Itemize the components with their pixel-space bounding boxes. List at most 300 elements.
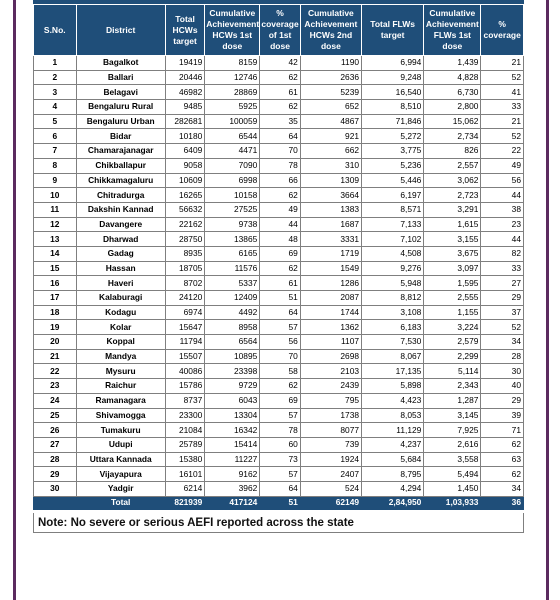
cell-flw-target: 5,446 — [362, 173, 424, 188]
cell-district: Haveri — [76, 276, 165, 291]
cell-flw-target: 7,530 — [362, 335, 424, 350]
cell-hcw-target: 15647 — [165, 320, 204, 335]
cell-hcw-2nd-dose: 739 — [300, 437, 361, 452]
total-row — [34, 496, 524, 509]
table-row — [34, 467, 524, 482]
cell-flw-coverage: 44 — [481, 232, 524, 247]
cell-flw-coverage: 28 — [481, 349, 524, 364]
cell-hcw-coverage: 78 — [260, 423, 300, 438]
cell-hcw-coverage: 64 — [260, 305, 300, 320]
cell-flw-coverage: 33 — [481, 261, 524, 276]
cell-flw-target: 5,948 — [362, 276, 424, 291]
cell-hcw-2nd-dose: 3331 — [300, 232, 361, 247]
cell-flw-1st-dose: 2,723 — [424, 188, 481, 203]
cell-flw-1st-dose: 3,291 — [424, 202, 481, 217]
cell-flw-coverage: 62 — [481, 467, 524, 482]
table-row — [34, 129, 524, 144]
cell-hcw-target: 25789 — [165, 437, 204, 452]
cell-hcw-target: 282681 — [165, 114, 204, 129]
cell-hcw-2nd-dose: 3664 — [300, 188, 361, 203]
cell-flw-coverage: 37 — [481, 305, 524, 320]
cell-flw-target: 4,294 — [362, 481, 424, 496]
cell-hcw-target: 20446 — [165, 70, 204, 85]
cell-sno: 3 — [34, 85, 77, 100]
cell-sno: 25 — [34, 408, 77, 423]
table-row — [34, 144, 524, 159]
cell-flw-coverage: 41 — [481, 85, 524, 100]
table-row — [34, 291, 524, 306]
cell-flw-target: 8,067 — [362, 349, 424, 364]
cell-district: Shivamogga — [76, 408, 165, 423]
cell-flw-1st-dose: 2,555 — [424, 291, 481, 306]
table-header-row — [34, 5, 524, 56]
cell-hcw-1st-dose: 5925 — [205, 100, 260, 115]
cell-hcw-coverage: 51 — [260, 291, 300, 306]
cell-hcw-2nd-dose: 2407 — [300, 467, 361, 482]
cell-sno: 9 — [34, 173, 77, 188]
cell-sno: 27 — [34, 437, 77, 452]
cell-hcw-coverage: 62 — [260, 188, 300, 203]
vaccination-table — [33, 4, 524, 510]
cell-hcw-target: 28750 — [165, 232, 204, 247]
cell-hcw-1st-dose: 10895 — [205, 349, 260, 364]
cell-sno: 16 — [34, 276, 77, 291]
table-row — [34, 56, 524, 71]
cell-hcw-1st-dose: 28869 — [205, 85, 260, 100]
cell-hcw-coverage: 62 — [260, 70, 300, 85]
table-row — [34, 452, 524, 467]
cell-flw-coverage: 34 — [481, 481, 524, 496]
cell-hcw-2nd-dose: 310 — [300, 158, 361, 173]
cell-district: Hassan — [76, 261, 165, 276]
cell-hcw-2nd-dose: 2636 — [300, 70, 361, 85]
table-row — [34, 379, 524, 394]
cell-hcw-coverage: 49 — [260, 202, 300, 217]
cell-flw-coverage: 30 — [481, 364, 524, 379]
cell-district: Kodagu — [76, 305, 165, 320]
cell-hcw-coverage: 69 — [260, 246, 300, 261]
cell-district: Tumakuru — [76, 423, 165, 438]
cell-hcw-2nd-dose: 1924 — [300, 452, 361, 467]
cell-flw-1st-dose: 2,579 — [424, 335, 481, 350]
cell-hcw-1st-dose: 6043 — [205, 393, 260, 408]
cell-flw-1st-dose: 4,828 — [424, 70, 481, 85]
cell-flw-1st-dose: 2,734 — [424, 129, 481, 144]
cell-flw-target: 7,102 — [362, 232, 424, 247]
cell-flw-coverage: 21 — [481, 56, 524, 71]
total-cell-hcw-target: 821939 — [165, 496, 204, 509]
cell-district: Ramanagara — [76, 393, 165, 408]
cell-flw-coverage: 52 — [481, 70, 524, 85]
cell-hcw-target: 22162 — [165, 217, 204, 232]
cell-hcw-2nd-dose: 1687 — [300, 217, 361, 232]
cell-flw-1st-dose: 15,062 — [424, 114, 481, 129]
cell-district: Bengaluru Urban — [76, 114, 165, 129]
cell-flw-1st-dose: 3,145 — [424, 408, 481, 423]
cell-hcw-target: 19419 — [165, 56, 204, 71]
cell-sno: 14 — [34, 246, 77, 261]
cell-hcw-target: 18705 — [165, 261, 204, 276]
cell-sno: 4 — [34, 100, 77, 115]
total-cell-hcw-1st-dose: 417124 — [205, 496, 260, 509]
cell-hcw-1st-dose: 13304 — [205, 408, 260, 423]
cell-district: Dakshin Kannad — [76, 202, 165, 217]
cell-sno: 30 — [34, 481, 77, 496]
cell-district: Gadag — [76, 246, 165, 261]
cell-flw-1st-dose: 5,114 — [424, 364, 481, 379]
cell-hcw-1st-dose: 12746 — [205, 70, 260, 85]
table-row — [34, 335, 524, 350]
cell-hcw-target: 24120 — [165, 291, 204, 306]
table-row — [34, 364, 524, 379]
cell-sno: 13 — [34, 232, 77, 247]
cell-flw-target: 5,236 — [362, 158, 424, 173]
table-row — [34, 217, 524, 232]
cell-hcw-target: 15380 — [165, 452, 204, 467]
cell-hcw-1st-dose: 4492 — [205, 305, 260, 320]
cell-hcw-2nd-dose: 795 — [300, 393, 361, 408]
cell-hcw-target: 15786 — [165, 379, 204, 394]
total-cell-hcw-coverage: 51 — [260, 496, 300, 509]
cell-hcw-1st-dose: 12409 — [205, 291, 260, 306]
cell-flw-target: 11,129 — [362, 423, 424, 438]
cell-hcw-1st-dose: 5337 — [205, 276, 260, 291]
cell-hcw-coverage: 57 — [260, 320, 300, 335]
cell-hcw-target: 8702 — [165, 276, 204, 291]
cell-flw-1st-dose: 1,439 — [424, 56, 481, 71]
cell-hcw-1st-dose: 11576 — [205, 261, 260, 276]
cell-district: Kalaburagi — [76, 291, 165, 306]
table-row — [34, 85, 524, 100]
cell-hcw-target: 16265 — [165, 188, 204, 203]
cell-hcw-2nd-dose: 1719 — [300, 246, 361, 261]
cell-hcw-target: 10180 — [165, 129, 204, 144]
cell-flw-1st-dose: 2,343 — [424, 379, 481, 394]
cell-hcw-coverage: 66 — [260, 173, 300, 188]
cell-hcw-1st-dose: 9729 — [205, 379, 260, 394]
cell-sno: 2 — [34, 70, 77, 85]
cell-hcw-target: 56632 — [165, 202, 204, 217]
cell-flw-coverage: 33 — [481, 100, 524, 115]
cell-hcw-target: 23300 — [165, 408, 204, 423]
cell-hcw-coverage: 70 — [260, 349, 300, 364]
cell-flw-target: 8,812 — [362, 291, 424, 306]
cell-district: Chamarajanagar — [76, 144, 165, 159]
header-flw-1st-dose: Cumulative Achievement FLWs 1st dose — [424, 5, 481, 56]
total-cell-flw-target: 2,84,950 — [362, 496, 424, 509]
cell-hcw-1st-dose: 16342 — [205, 423, 260, 438]
cell-flw-target: 6,994 — [362, 56, 424, 71]
cell-hcw-target: 21084 — [165, 423, 204, 438]
cell-district: Udupi — [76, 437, 165, 452]
cell-flw-coverage: 82 — [481, 246, 524, 261]
cell-hcw-target: 10609 — [165, 173, 204, 188]
cell-hcw-target: 8737 — [165, 393, 204, 408]
cell-district: Vijayapura — [76, 467, 165, 482]
cell-hcw-1st-dose: 11227 — [205, 452, 260, 467]
cell-flw-coverage: 71 — [481, 423, 524, 438]
table-row — [34, 70, 524, 85]
cell-flw-target: 5,898 — [362, 379, 424, 394]
table-row — [34, 246, 524, 261]
footer-note: Note: No severe or serious AEFI reported across the state — [33, 513, 524, 533]
cell-sno: 7 — [34, 144, 77, 159]
cell-hcw-coverage: 64 — [260, 129, 300, 144]
cell-hcw-1st-dose: 6564 — [205, 335, 260, 350]
cell-district: Ballari — [76, 70, 165, 85]
cell-hcw-coverage: 42 — [260, 56, 300, 71]
cell-flw-target: 17,135 — [362, 364, 424, 379]
cell-flw-coverage: 49 — [481, 158, 524, 173]
table-row — [34, 393, 524, 408]
cell-hcw-1st-dose: 8958 — [205, 320, 260, 335]
cell-sno: 23 — [34, 379, 77, 394]
cell-hcw-2nd-dose: 8077 — [300, 423, 361, 438]
cell-hcw-1st-dose: 9738 — [205, 217, 260, 232]
cell-hcw-target: 6409 — [165, 144, 204, 159]
header-hcw-1st-dose: Cumulative Achievement HCWs 1st dose — [205, 5, 260, 56]
frame-right-border — [546, 0, 549, 600]
cell-hcw-coverage: 78 — [260, 158, 300, 173]
cell-hcw-coverage: 62 — [260, 261, 300, 276]
cell-hcw-2nd-dose: 4867 — [300, 114, 361, 129]
cell-hcw-2nd-dose: 2698 — [300, 349, 361, 364]
cell-hcw-target: 9485 — [165, 100, 204, 115]
cell-hcw-1st-dose: 6998 — [205, 173, 260, 188]
cell-flw-1st-dose: 2,299 — [424, 349, 481, 364]
cell-district: Belagavi — [76, 85, 165, 100]
cell-flw-target: 3,775 — [362, 144, 424, 159]
total-spacer — [34, 496, 77, 509]
table-row — [34, 158, 524, 173]
cell-flw-coverage: 62 — [481, 437, 524, 452]
cell-sno: 17 — [34, 291, 77, 306]
cell-sno: 6 — [34, 129, 77, 144]
table-body — [34, 56, 524, 510]
cell-flw-target: 7,133 — [362, 217, 424, 232]
cell-district: Uttara Kannada — [76, 452, 165, 467]
cell-district: Chikballapur — [76, 158, 165, 173]
frame-left-border — [13, 0, 16, 600]
cell-flw-1st-dose: 2,616 — [424, 437, 481, 452]
table-row — [34, 232, 524, 247]
cell-flw-coverage: 38 — [481, 202, 524, 217]
cell-hcw-coverage: 62 — [260, 379, 300, 394]
cell-flw-target: 4,423 — [362, 393, 424, 408]
cell-hcw-2nd-dose: 1286 — [300, 276, 361, 291]
cell-hcw-coverage: 48 — [260, 232, 300, 247]
header-hcw-coverage: % coverage of 1st dose — [260, 5, 300, 56]
table-row — [34, 114, 524, 129]
cell-flw-1st-dose: 7,925 — [424, 423, 481, 438]
cell-hcw-1st-dose: 10158 — [205, 188, 260, 203]
cell-hcw-2nd-dose: 921 — [300, 129, 361, 144]
cell-sno: 28 — [34, 452, 77, 467]
cell-hcw-2nd-dose: 1190 — [300, 56, 361, 71]
cell-flw-1st-dose: 826 — [424, 144, 481, 159]
cell-district: Chikkamagaluru — [76, 173, 165, 188]
table-row — [34, 305, 524, 320]
cell-flw-coverage: 29 — [481, 291, 524, 306]
total-cell-flw-coverage: 36 — [481, 496, 524, 509]
cell-hcw-2nd-dose: 1383 — [300, 202, 361, 217]
header-sno: S.No. — [34, 5, 77, 56]
cell-sno: 5 — [34, 114, 77, 129]
table-row — [34, 202, 524, 217]
cell-flw-target: 4,237 — [362, 437, 424, 452]
cell-hcw-target: 11794 — [165, 335, 204, 350]
cell-hcw-coverage: 44 — [260, 217, 300, 232]
cell-sno: 26 — [34, 423, 77, 438]
cell-flw-1st-dose: 1,450 — [424, 481, 481, 496]
cell-district: Kolar — [76, 320, 165, 335]
cell-flw-target: 71,846 — [362, 114, 424, 129]
cell-sno: 8 — [34, 158, 77, 173]
cell-flw-target: 8,795 — [362, 467, 424, 482]
cell-flw-1st-dose: 1,155 — [424, 305, 481, 320]
cell-sno: 24 — [34, 393, 77, 408]
cell-hcw-coverage: 61 — [260, 276, 300, 291]
cell-hcw-target: 15507 — [165, 349, 204, 364]
cell-flw-1st-dose: 5,494 — [424, 467, 481, 482]
cell-hcw-coverage: 57 — [260, 467, 300, 482]
header-flw-coverage: % coverage — [481, 5, 524, 56]
cell-flw-1st-dose: 3,675 — [424, 246, 481, 261]
cell-hcw-target: 9058 — [165, 158, 204, 173]
cell-district: Davangere — [76, 217, 165, 232]
cell-district: Bengaluru Rural — [76, 100, 165, 115]
cell-flw-coverage: 34 — [481, 335, 524, 350]
cell-flw-coverage: 52 — [481, 320, 524, 335]
cell-flw-target: 3,108 — [362, 305, 424, 320]
cell-hcw-coverage: 70 — [260, 144, 300, 159]
cell-hcw-2nd-dose: 1362 — [300, 320, 361, 335]
cell-flw-coverage: 27 — [481, 276, 524, 291]
cell-flw-1st-dose: 1,287 — [424, 393, 481, 408]
total-cell-hcw-2nd-dose: 62149 — [300, 496, 361, 509]
cell-hcw-coverage: 64 — [260, 481, 300, 496]
table-row — [34, 349, 524, 364]
cell-sno: 19 — [34, 320, 77, 335]
cell-flw-target: 5,272 — [362, 129, 424, 144]
cell-hcw-2nd-dose: 2439 — [300, 379, 361, 394]
cell-sno: 20 — [34, 335, 77, 350]
table-row — [34, 276, 524, 291]
cell-sno: 21 — [34, 349, 77, 364]
table-row — [34, 261, 524, 276]
cell-sno: 12 — [34, 217, 77, 232]
cell-flw-1st-dose: 1,615 — [424, 217, 481, 232]
cell-hcw-coverage: 61 — [260, 85, 300, 100]
cell-hcw-coverage: 57 — [260, 408, 300, 423]
cell-flw-coverage: 63 — [481, 452, 524, 467]
cell-flw-target: 4,508 — [362, 246, 424, 261]
table-row — [34, 173, 524, 188]
cell-district: Raichur — [76, 379, 165, 394]
cell-sno: 18 — [34, 305, 77, 320]
total-cell-flw-1st-dose: 1,03,933 — [424, 496, 481, 509]
cell-hcw-1st-dose: 4471 — [205, 144, 260, 159]
cell-hcw-target: 6214 — [165, 481, 204, 496]
cell-hcw-1st-dose: 6544 — [205, 129, 260, 144]
cell-flw-1st-dose: 3,558 — [424, 452, 481, 467]
cell-flw-target: 8,571 — [362, 202, 424, 217]
cell-district: Mandya — [76, 349, 165, 364]
cell-hcw-2nd-dose: 1107 — [300, 335, 361, 350]
cell-sno: 11 — [34, 202, 77, 217]
cell-hcw-coverage: 35 — [260, 114, 300, 129]
cell-flw-target: 8,510 — [362, 100, 424, 115]
cell-flw-target: 6,183 — [362, 320, 424, 335]
cell-hcw-2nd-dose: 1744 — [300, 305, 361, 320]
cell-sno: 10 — [34, 188, 77, 203]
cell-flw-coverage: 29 — [481, 393, 524, 408]
cell-flw-coverage: 23 — [481, 217, 524, 232]
cell-hcw-coverage: 69 — [260, 393, 300, 408]
cell-flw-target: 16,540 — [362, 85, 424, 100]
cell-flw-coverage: 39 — [481, 408, 524, 423]
cell-flw-1st-dose: 2,557 — [424, 158, 481, 173]
header-flw-target: Total FLWs target — [362, 5, 424, 56]
table-row — [34, 481, 524, 496]
cell-hcw-1st-dose: 6165 — [205, 246, 260, 261]
cell-hcw-1st-dose: 15414 — [205, 437, 260, 452]
cell-flw-coverage: 56 — [481, 173, 524, 188]
cell-flw-coverage: 52 — [481, 129, 524, 144]
cell-flw-1st-dose: 1,595 — [424, 276, 481, 291]
cell-hcw-target: 46982 — [165, 85, 204, 100]
cell-flw-coverage: 40 — [481, 379, 524, 394]
cell-flw-1st-dose: 3,062 — [424, 173, 481, 188]
cell-flw-target: 9,248 — [362, 70, 424, 85]
cell-flw-coverage: 44 — [481, 188, 524, 203]
cell-district: Chitradurga — [76, 188, 165, 203]
cell-hcw-2nd-dose: 1738 — [300, 408, 361, 423]
cell-hcw-target: 6974 — [165, 305, 204, 320]
cell-hcw-coverage: 56 — [260, 335, 300, 350]
cell-sno: 22 — [34, 364, 77, 379]
table-row — [34, 188, 524, 203]
cell-hcw-2nd-dose: 662 — [300, 144, 361, 159]
cell-hcw-target: 16101 — [165, 467, 204, 482]
cell-flw-coverage: 22 — [481, 144, 524, 159]
cell-hcw-2nd-dose: 2087 — [300, 291, 361, 306]
table-row — [34, 408, 524, 423]
cell-flw-target: 9,276 — [362, 261, 424, 276]
table-row — [34, 320, 524, 335]
cell-hcw-1st-dose: 100059 — [205, 114, 260, 129]
header-hcw-2nd-dose: Cumulative Achievement HCWs 2nd dose — [300, 5, 361, 56]
cell-flw-1st-dose: 3,224 — [424, 320, 481, 335]
cell-sno: 15 — [34, 261, 77, 276]
cell-flw-coverage: 21 — [481, 114, 524, 129]
table-row — [34, 437, 524, 452]
cell-hcw-target: 8935 — [165, 246, 204, 261]
cell-hcw-2nd-dose: 5239 — [300, 85, 361, 100]
cell-hcw-1st-dose: 9162 — [205, 467, 260, 482]
cell-hcw-2nd-dose: 2103 — [300, 364, 361, 379]
cell-district: Koppal — [76, 335, 165, 350]
cell-hcw-1st-dose: 13865 — [205, 232, 260, 247]
cell-district: Bidar — [76, 129, 165, 144]
cell-hcw-1st-dose: 3962 — [205, 481, 260, 496]
cell-hcw-1st-dose: 8159 — [205, 56, 260, 71]
header-hcw-target: Total HCWs target — [165, 5, 204, 56]
cell-hcw-coverage: 60 — [260, 437, 300, 452]
cell-hcw-1st-dose: 7090 — [205, 158, 260, 173]
cell-flw-1st-dose: 2,800 — [424, 100, 481, 115]
total-label: Total — [76, 496, 165, 509]
